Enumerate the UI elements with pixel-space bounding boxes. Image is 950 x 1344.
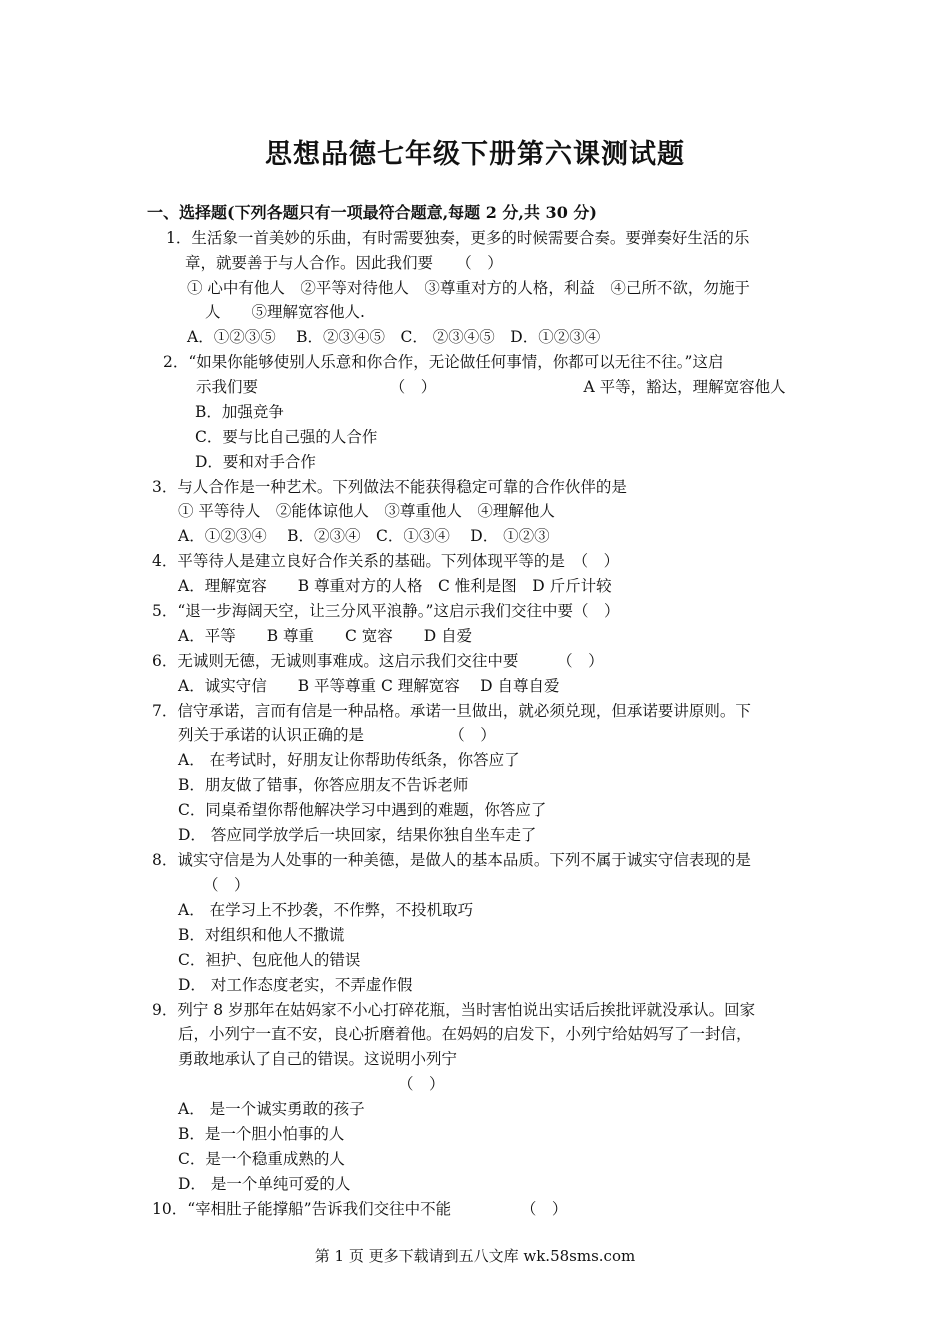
question-9-option-c: C．是一个稳重成熟的人: [178, 1150, 345, 1168]
question-2-line-2: 示我们要 （ ） A 平等，豁达，理解宽容他人: [196, 378, 786, 396]
question-3-line-2: ① 平等待人 ②能体谅他人 ③尊重他人 ④理解他人: [178, 502, 555, 520]
question-1-line-2: 章，就要善于与人合作。因此我们要 （ ）: [185, 254, 503, 272]
question-1-line-4: 人 ⑤理解宽容他人.: [205, 303, 365, 321]
question-1-options: A．①②③⑤ B．②③④⑤ C． ②③④⑤ D．①②③④: [187, 328, 601, 346]
question-8-line-1: 8．诚实守信是为人处事的一种美德，是做人的基本品质。下列不属于诚实守信表现的是: [152, 851, 751, 869]
question-4-line-1: 4．平等待人是建立良好合作关系的基础。下列体现平等的是 （ ）: [152, 552, 620, 570]
question-9-option-b: B．是一个胆小怕事的人: [178, 1125, 345, 1143]
question-7-line-2: 列关于承诺的认识正确的是 （ ）: [178, 726, 496, 744]
question-7-option-b: B．朋友做了错事，你答应朋友不告诉老师: [178, 776, 469, 794]
question-8-option-d: D． 对工作态度老实，不弄虚作假: [178, 976, 413, 994]
question-5-line-1: 5．“退一步海阔天空，让三分风平浪静。”这启示我们交往中要（ ）: [152, 602, 620, 620]
question-6-line-1: 6．无诚则无德，无诚则事难成。这启示我们交往中要 （ ）: [152, 652, 604, 670]
question-9-line-4: （ ）: [398, 1075, 445, 1093]
page-footer: 第 1 页 更多下载请到五八文库 wk.58sms.com: [314, 1247, 636, 1265]
question-3-line-1: 3．与人合作是一种艺术。下列做法不能获得稳定可靠的合作伙伴的是: [152, 478, 627, 496]
question-1-line-1: 1．生活象一首美妙的乐曲，有时需要独奏，更多的时候需要合奏。要弹奏好生活的乐: [166, 229, 750, 247]
question-7-option-a: A． 在考试时，好朋友让你帮助传纸条，你答应了: [178, 751, 520, 769]
question-9-option-d: D． 是一个单纯可爱的人: [178, 1175, 351, 1193]
question-6-options: A．诚实守信 B 平等尊重 C 理解宽容 D 自尊自爱: [178, 677, 560, 695]
document-title: 思想品德七年级下册第六课测试题: [265, 139, 685, 170]
question-2-line-1: 2．“如果你能够使别人乐意和你合作，无论做任何事情，你都可以无往不往。”这启: [163, 353, 724, 371]
question-10-line-1: 10．“宰相肚子能撑船”告诉我们交往中不能 （ ）: [152, 1200, 568, 1218]
question-8-option-a: A． 在学习上不抄袭，不作弊，不投机取巧: [178, 901, 474, 919]
question-9-option-a: A． 是一个诚实勇敢的孩子: [178, 1100, 365, 1118]
question-3-options: A．①②③④ B．②③④ C．①③④ D． ①②③: [178, 527, 550, 545]
question-8-line-2: （ ）: [203, 876, 250, 894]
question-7-line-1: 7．信守承诺，言而有信是一种品格。承诺一旦做出，就必须兑现，但承诺要讲原则。下: [152, 702, 751, 720]
question-7-option-c: C．同桌希望你帮他解决学习中遇到的难题，你答应了: [178, 801, 547, 819]
question-9-line-3: 勇敢地承认了自己的错误。这说明小列宁: [178, 1050, 458, 1068]
question-2-option-b: B．加强竞争: [195, 403, 284, 421]
question-8-option-c: C．袒护、包庇他人的错误: [178, 951, 361, 969]
question-8-option-b: B．对组织和他人不撒谎: [178, 926, 345, 944]
question-2-option-d: D．要和对手合作: [195, 453, 316, 471]
question-4-options: A．理解宽容 B 尊重对方的人格 C 惟利是图 D 斤斤计较: [178, 577, 612, 595]
section-heading: 一、选择题(下列各题只有一项最符合题意,每题 2 分,共 30 分): [147, 203, 597, 222]
question-7-option-d: D． 答应同学放学后一块回家，结果你独自坐车走了: [178, 826, 537, 844]
question-9-line-2: 后，小列宁一直不安，良心折磨着他。在妈妈的启发下，小列宁给姑妈写了一封信，: [178, 1025, 752, 1043]
question-5-options: A．平等 B 尊重 C 宽容 D 自爱: [178, 627, 473, 645]
question-2-option-c: C．要与比自己强的人合作: [195, 428, 378, 446]
question-9-line-1: 9．列宁 8 岁那年在姑妈家不小心打碎花瓶，当时害怕说出实话后挨批评就没承认。回家: [152, 1001, 756, 1019]
question-1-line-3: ① 心中有他人 ②平等对待他人 ③尊重对方的人格，利益 ④己所不欲，勿施于: [187, 279, 750, 297]
